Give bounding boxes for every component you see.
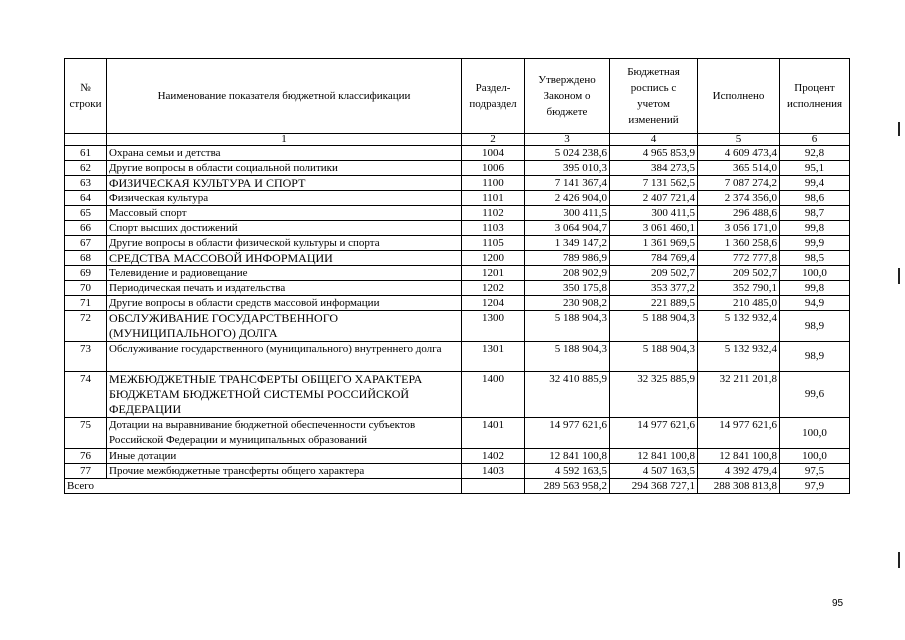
section-code: 1301: [462, 342, 525, 372]
executed-amount: 14 977 621,6: [698, 418, 780, 449]
column-index-cell: 5: [698, 134, 780, 146]
execution-percent: 98,9: [780, 342, 850, 372]
approved-amount: 208 902,9: [525, 266, 610, 281]
section-code: 1200: [462, 251, 525, 266]
column-index-cell: 2: [462, 134, 525, 146]
row-number: 72: [65, 311, 107, 342]
approved-amount: 350 175,8: [525, 281, 610, 296]
executed-amount: 209 502,7: [698, 266, 780, 281]
executed-amount: 5 132 932,4: [698, 311, 780, 342]
table-row: [65, 191, 850, 206]
approved-amount: 7 141 367,4: [525, 176, 610, 191]
row-number: 71: [65, 296, 107, 311]
row-number: 70: [65, 281, 107, 296]
scan-edge-mark: [898, 552, 900, 568]
table-row: [65, 251, 850, 266]
indicator-name: Физическая культура: [107, 191, 462, 206]
schedule-amount: 7 131 562,5: [610, 176, 698, 191]
section-code: 1004: [462, 146, 525, 161]
approved-amount: 4 592 163,5: [525, 464, 610, 479]
table-row: [65, 221, 850, 236]
indicator-name: Иные дотации: [107, 449, 462, 464]
column-index-cell: 1: [107, 134, 462, 146]
approved-amount: 5 188 904,3: [525, 342, 610, 372]
table-row: [65, 296, 850, 311]
execution-percent: 92,8: [780, 146, 850, 161]
table-row: [65, 418, 850, 449]
total-approved: 289 563 958,2: [525, 479, 610, 494]
schedule-amount: 209 502,7: [610, 266, 698, 281]
section-code: 1202: [462, 281, 525, 296]
scan-edge-mark: [898, 268, 900, 284]
indicator-name: Охрана семьи и детства: [107, 146, 462, 161]
indicator-name: Спорт высших достижений: [107, 221, 462, 236]
approved-amount: 395 010,3: [525, 161, 610, 176]
execution-percent: 99,9: [780, 236, 850, 251]
header-approved: Утверждено Законом о бюджете: [525, 59, 610, 134]
execution-percent: 99,8: [780, 221, 850, 236]
table-row: [65, 206, 850, 221]
section-code: 1400: [462, 372, 525, 418]
section-code: 1102: [462, 206, 525, 221]
indicator-name: Другие вопросы в области социальной политики: [107, 161, 462, 176]
schedule-amount: 2 407 721,4: [610, 191, 698, 206]
executed-amount: 365 514,0: [698, 161, 780, 176]
executed-amount: 3 056 171,0: [698, 221, 780, 236]
schedule-amount: 784 769,4: [610, 251, 698, 266]
column-index-cell: 4: [610, 134, 698, 146]
section-code: 1105: [462, 236, 525, 251]
indicator-name: Обслуживание государственного (муниципального) внутреннего долга: [107, 342, 462, 372]
schedule-amount: 384 273,5: [610, 161, 698, 176]
execution-percent: 99,4: [780, 176, 850, 191]
row-number: 67: [65, 236, 107, 251]
total-executed: 288 308 813,8: [698, 479, 780, 494]
total-label: Всего: [65, 479, 462, 494]
total-row: [65, 479, 850, 494]
budget-execution-table: [64, 58, 850, 494]
execution-percent: 100,0: [780, 449, 850, 464]
table-row: [65, 372, 850, 418]
executed-amount: 2 374 356,0: [698, 191, 780, 206]
execution-percent: 100,0: [780, 266, 850, 281]
table-row: [65, 161, 850, 176]
table-row: [65, 311, 850, 342]
schedule-amount: 12 841 100,8: [610, 449, 698, 464]
total-schedule: 294 368 727,1: [610, 479, 698, 494]
row-number: 76: [65, 449, 107, 464]
schedule-amount: 5 188 904,3: [610, 342, 698, 372]
executed-amount: 32 211 201,8: [698, 372, 780, 418]
table-row: [65, 176, 850, 191]
approved-amount: 3 064 904,7: [525, 221, 610, 236]
indicator-name: Прочие межбюджетные трансферты общего характера: [107, 464, 462, 479]
page-number: 95: [832, 598, 844, 609]
header-indicator-name: Наименование показателя бюджетной классификации: [107, 59, 462, 134]
table-row: [65, 281, 850, 296]
schedule-amount: 5 188 904,3: [610, 311, 698, 342]
executed-amount: 7 087 274,2: [698, 176, 780, 191]
row-number: 77: [65, 464, 107, 479]
section-code: 1201: [462, 266, 525, 281]
approved-amount: 789 986,9: [525, 251, 610, 266]
execution-percent: 95,1: [780, 161, 850, 176]
approved-amount: 5 188 904,3: [525, 311, 610, 342]
table-row: [65, 146, 850, 161]
schedule-amount: 221 889,5: [610, 296, 698, 311]
executed-amount: 4 392 479,4: [698, 464, 780, 479]
approved-amount: 1 349 147,2: [525, 236, 610, 251]
row-number: 65: [65, 206, 107, 221]
indicator-name: Периодическая печать и издательства: [107, 281, 462, 296]
execution-percent: 94,9: [780, 296, 850, 311]
execution-percent: 98,9: [780, 311, 850, 342]
approved-amount: 2 426 904,0: [525, 191, 610, 206]
total-code-empty: [462, 479, 525, 494]
schedule-amount: 1 361 969,5: [610, 236, 698, 251]
approved-amount: 230 908,2: [525, 296, 610, 311]
table-row: [65, 449, 850, 464]
scan-edge-mark: [898, 122, 900, 136]
table-row: [65, 342, 850, 372]
index-cell-empty: [65, 134, 107, 146]
table-row: [65, 266, 850, 281]
row-number: 75: [65, 418, 107, 449]
section-code: 1103: [462, 221, 525, 236]
row-number: 66: [65, 221, 107, 236]
row-number: 62: [65, 161, 107, 176]
header-executed: Исполнено: [698, 59, 780, 134]
schedule-amount: 32 325 885,9: [610, 372, 698, 418]
column-index-cell: 3: [525, 134, 610, 146]
table-row: [65, 464, 850, 479]
header-section-code: Раздел- подраздел: [462, 59, 525, 134]
section-code: 1402: [462, 449, 525, 464]
executed-amount: 12 841 100,8: [698, 449, 780, 464]
row-number: 69: [65, 266, 107, 281]
execution-percent: 100,0: [780, 418, 850, 449]
section-code: 1403: [462, 464, 525, 479]
column-index-cell: 6: [780, 134, 850, 146]
section-code: 1101: [462, 191, 525, 206]
row-number: 74: [65, 372, 107, 418]
executed-amount: 210 485,0: [698, 296, 780, 311]
executed-amount: 1 360 258,6: [698, 236, 780, 251]
approved-amount: 5 024 238,6: [525, 146, 610, 161]
row-number: 73: [65, 342, 107, 372]
indicator-name: ФИЗИЧЕСКАЯ КУЛЬТУРА И СПОРТ: [107, 176, 462, 191]
schedule-amount: 353 377,2: [610, 281, 698, 296]
section-code: 1300: [462, 311, 525, 342]
indicator-name: Дотации на выравнивание бюджетной обеспеченности субъектов Российской Федерации и муниципальных образований: [107, 418, 462, 449]
table-header-row: [65, 59, 850, 134]
row-number: 61: [65, 146, 107, 161]
approved-amount: 32 410 885,9: [525, 372, 610, 418]
column-index-row: [65, 134, 850, 146]
row-number: 63: [65, 176, 107, 191]
execution-percent: 99,6: [780, 372, 850, 418]
row-number: 64: [65, 191, 107, 206]
indicator-name: Другие вопросы в области физической культуры и спорта: [107, 236, 462, 251]
table-row: [65, 236, 850, 251]
executed-amount: 352 790,1: [698, 281, 780, 296]
schedule-amount: 3 061 460,1: [610, 221, 698, 236]
approved-amount: 12 841 100,8: [525, 449, 610, 464]
header-row-number: № строки: [65, 59, 107, 134]
execution-percent: 98,7: [780, 206, 850, 221]
schedule-amount: 4 965 853,9: [610, 146, 698, 161]
schedule-amount: 14 977 621,6: [610, 418, 698, 449]
schedule-amount: 4 507 163,5: [610, 464, 698, 479]
executed-amount: 296 488,6: [698, 206, 780, 221]
approved-amount: 14 977 621,6: [525, 418, 610, 449]
indicator-name: Телевидение и радиовещание: [107, 266, 462, 281]
row-number: 68: [65, 251, 107, 266]
execution-percent: 98,5: [780, 251, 850, 266]
executed-amount: 5 132 932,4: [698, 342, 780, 372]
execution-percent: 99,8: [780, 281, 850, 296]
indicator-name: ОБСЛУЖИВАНИЕ ГОСУДАРСТВЕННОГО (МУНИЦИПАЛЬНОГО) ДОЛГА: [107, 311, 462, 342]
section-code: 1006: [462, 161, 525, 176]
header-percent: Процент исполнения: [780, 59, 850, 134]
schedule-amount: 300 411,5: [610, 206, 698, 221]
executed-amount: 772 777,8: [698, 251, 780, 266]
indicator-name: Массовый спорт: [107, 206, 462, 221]
indicator-name: СРЕДСТВА МАССОВОЙ ИНФОРМАЦИИ: [107, 251, 462, 266]
total-percent: 97,9: [780, 479, 850, 494]
section-code: 1401: [462, 418, 525, 449]
execution-percent: 97,5: [780, 464, 850, 479]
execution-percent: 98,6: [780, 191, 850, 206]
indicator-name: МЕЖБЮДЖЕТНЫЕ ТРАНСФЕРТЫ ОБЩЕГО ХАРАКТЕРА БЮДЖЕТАМ БЮДЖЕТНОЙ СИСТЕМЫ РОССИЙСКОЙ ФЕДЕРАЦИИ: [107, 372, 462, 418]
approved-amount: 300 411,5: [525, 206, 610, 221]
indicator-name: Другие вопросы в области средств массовой информации: [107, 296, 462, 311]
header-budget-schedule: Бюджетная роспись с учетом изменений: [610, 59, 698, 134]
section-code: 1204: [462, 296, 525, 311]
section-code: 1100: [462, 176, 525, 191]
executed-amount: 4 609 473,4: [698, 146, 780, 161]
